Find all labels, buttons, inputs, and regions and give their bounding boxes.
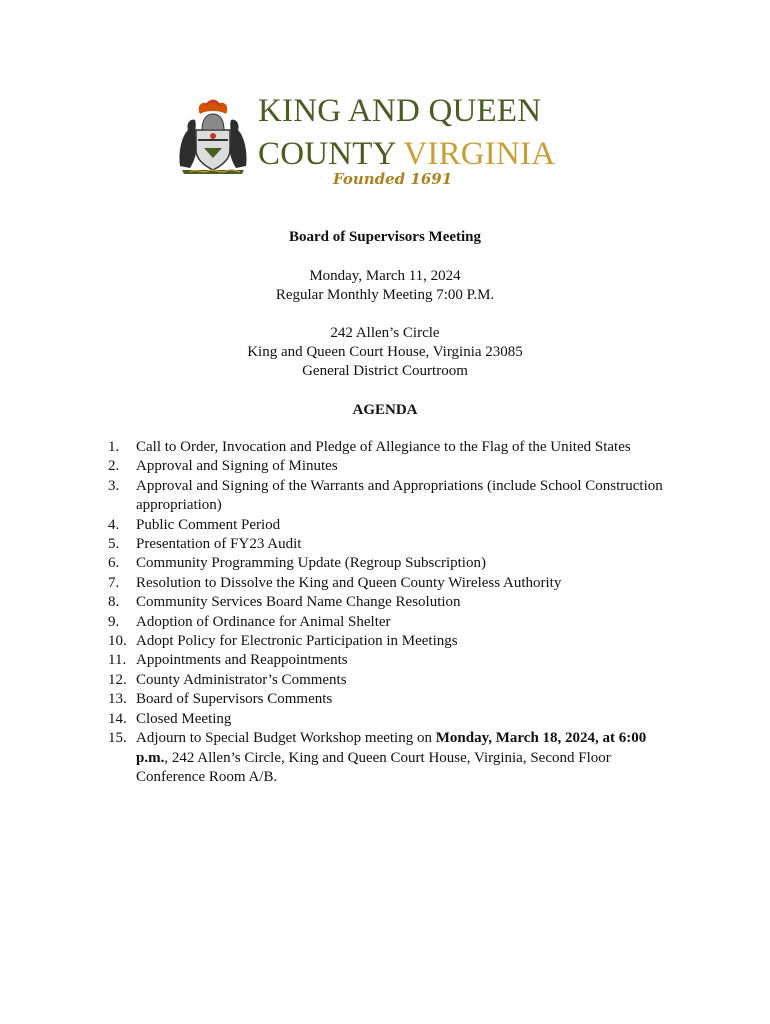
item-text: Community Services Board Name Change Resolution [136, 594, 461, 611]
agenda-item [108, 613, 668, 632]
agenda-item [108, 477, 668, 516]
meeting-type: Regular Monthly Meeting 7:00 P.M. [275, 287, 495, 303]
item-text: Call to Order, Invocation and Pledge of Allegiance to the Flag of the United States [136, 439, 631, 455]
item-number: 13. [108, 691, 127, 708]
agenda-item [108, 671, 668, 690]
county-title [258, 90, 555, 176]
agenda-item [108, 554, 668, 573]
agenda-item [108, 457, 668, 476]
adjourn-text-post: , 242 Allen’s Circle, King and Queen Court House, Virginia, Second Floor Conference Room A/B. [136, 749, 611, 785]
virginia-word: VIRGINIA [403, 136, 556, 172]
item-number: 7. [108, 574, 120, 591]
county-title-line1: KING AND QUEEN [258, 93, 542, 129]
item-number: 9. [108, 613, 120, 630]
county-word: COUNTY [258, 136, 396, 172]
item-number: 14. [108, 710, 127, 727]
item-text: Approval and Signing of the Warrants and Appropriations (include School Construction appropriation) [136, 477, 663, 514]
item-text: Presentation of FY23 Audit [136, 536, 302, 553]
address-line2: King and Queen Court House, Virginia 23085 [247, 344, 523, 360]
meeting-title: Board of Supervisors Meeting [288, 229, 482, 245]
item-text: Adoption of Ordinance for Animal Shelter [136, 613, 391, 630]
agenda-item [108, 593, 668, 612]
item-number: 4. [108, 516, 120, 533]
agenda-item [108, 651, 668, 670]
item-number: 6. [108, 555, 120, 572]
item-number: 10. [108, 633, 127, 650]
agenda-heading: AGENDA [352, 402, 418, 418]
item-text: Closed Meeting [136, 710, 232, 727]
item-text: Resolution to Dissolve the King and Queen County Wireless Authority [136, 574, 562, 591]
item-number: 5. [108, 536, 120, 553]
agenda-item [108, 438, 668, 457]
item-text: Approval and Signing of Minutes [136, 458, 338, 475]
item-text: Community Programming Update (Regroup Subscription) [136, 555, 486, 572]
meeting-room: General District Courtroom [302, 363, 468, 379]
item-text: Adopt Policy for Electronic Participation in Meetings [136, 633, 458, 650]
agenda-item [108, 632, 668, 651]
item-text: Board of Supervisors Comments [136, 691, 333, 708]
item-text: Appointments and Reappointments [136, 652, 348, 669]
adjourn-date-time: Monday, March 18, 2024, at 6:00 p.m. [136, 730, 647, 766]
item-text: Public Comment Period [136, 516, 281, 533]
county-crest-icon [176, 96, 250, 176]
item-number: 8. [108, 594, 120, 611]
item-number: 15. [108, 730, 127, 747]
address-line1: 242 Allen’s Circle [330, 325, 440, 341]
item-number: 2. [108, 458, 120, 475]
agenda-item [108, 574, 668, 593]
item-number: 3. [108, 477, 120, 494]
agenda-item [108, 710, 668, 729]
item-number: 11. [108, 652, 127, 669]
item-text: County Administrator’s Comments [136, 671, 347, 688]
meeting-date: Monday, March 11, 2024 [309, 268, 461, 284]
agenda-item [108, 535, 668, 554]
agenda-item [108, 690, 668, 709]
agenda-item [108, 516, 668, 535]
item-number: 1. [108, 439, 120, 455]
agenda-item-adjourn [108, 729, 668, 787]
agenda-list [108, 438, 668, 787]
item-text [136, 729, 668, 787]
founded-tagline: Founded 1691 [333, 170, 453, 188]
adjourn-text-pre: Adjourn to Special Budget Workshop meeting on [136, 730, 436, 747]
item-number: 12. [108, 671, 127, 688]
